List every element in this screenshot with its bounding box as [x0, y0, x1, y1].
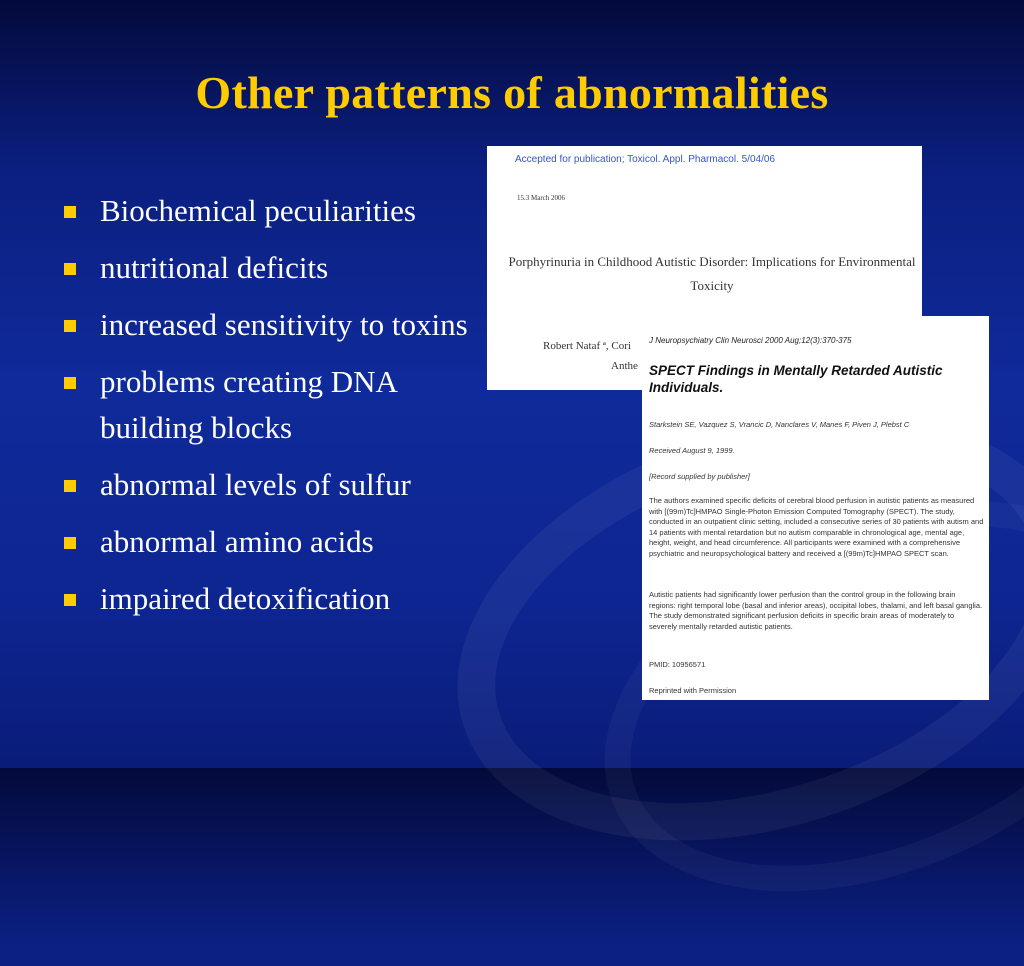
pmid: PMID: 10956571 [649, 660, 706, 669]
paper-author: Robert Nataf ª, Cori [543, 340, 631, 352]
paper-date: 15.3 March 2006 [517, 194, 566, 202]
reprint-note: Reprinted with Permission [649, 686, 737, 695]
bullet-text: impaired detoxification [100, 581, 391, 616]
paper-image-spect [642, 316, 989, 700]
bullet-item [62, 359, 492, 451]
abstract-paragraph: Autistic patients had significantly lower perfusion than the control group in the following brain regions: right temporal lobe (basal and inferior areas), occipital lobes, thalami, and left basal ganglia. The study demonstrated significant perfusion deficits in specific brain areas of moderately to severely mentally retarded autistic patients. [649, 590, 983, 631]
abstract-paragraph: The authors examined specific deficits of cerebral blood perfusion in autistic patients as measured with [(99m)Tc]HMPAO Single-Photon Emission Computed Tomography (SPECT). The study, conducted in an outpatient clinic setting, included a consecutive series of 30 patients with autism and 14 patients with mental retardation but no autism comparable in chronological age, mental age, height, weight, and head circumference. All participants were examined with a comprehensive psychiatric and neuropsychological battery and received a [(99m)Tc]HMPAO SPECT scan. [649, 496, 984, 558]
bullet-list [62, 188, 492, 633]
paper-heading: SPECT Findings in Mentally Retarded Autistic Individuals. [649, 363, 943, 395]
bullet-text: Biochemical peculiarities [100, 193, 416, 228]
paper-authors: Starkstein SE, Vazquez S, Vrancic D, Nanclares V, Manes F, Piven J, Plebst C [649, 420, 910, 429]
bullet-square-icon [64, 206, 76, 218]
record-note: [Record supplied by publisher] [649, 472, 750, 481]
bullet-item [62, 245, 492, 291]
bullet-square-icon [64, 320, 76, 332]
journal-citation: J Neuropsychiatry Clin Neurosci 2000 Aug;12(3):370-375 [649, 336, 852, 345]
bullet-text: problems creating DNA building blocks [100, 364, 397, 445]
received-date: Received August 9, 1999. [649, 446, 735, 455]
bullet-item [62, 576, 492, 622]
paper-author: Anthe [611, 360, 638, 372]
bullet-text: abnormal amino acids [100, 524, 374, 559]
slide-title: Other patterns of abnormalities [195, 67, 829, 118]
bullet-text: abnormal levels of sulfur [100, 467, 411, 502]
bullet-square-icon [64, 594, 76, 606]
bullet-item [62, 462, 492, 508]
publication-note: Accepted for publication; Toxicol. Appl. Pharmacol. 5/04/06 [515, 154, 775, 165]
paper-title: Porphyrinuria in Childhood Autistic Disorder: Implications for Environmental Toxicity [508, 254, 916, 293]
bullet-square-icon [64, 263, 76, 275]
bullet-item [62, 302, 492, 348]
bullet-square-icon [64, 537, 76, 549]
bullet-item [62, 188, 492, 234]
bullet-square-icon [64, 377, 76, 389]
bullet-item [62, 519, 492, 565]
bullet-text: nutritional deficits [100, 250, 329, 285]
bullet-text: increased sensitivity to toxins [100, 307, 468, 342]
bullet-square-icon [64, 480, 76, 492]
